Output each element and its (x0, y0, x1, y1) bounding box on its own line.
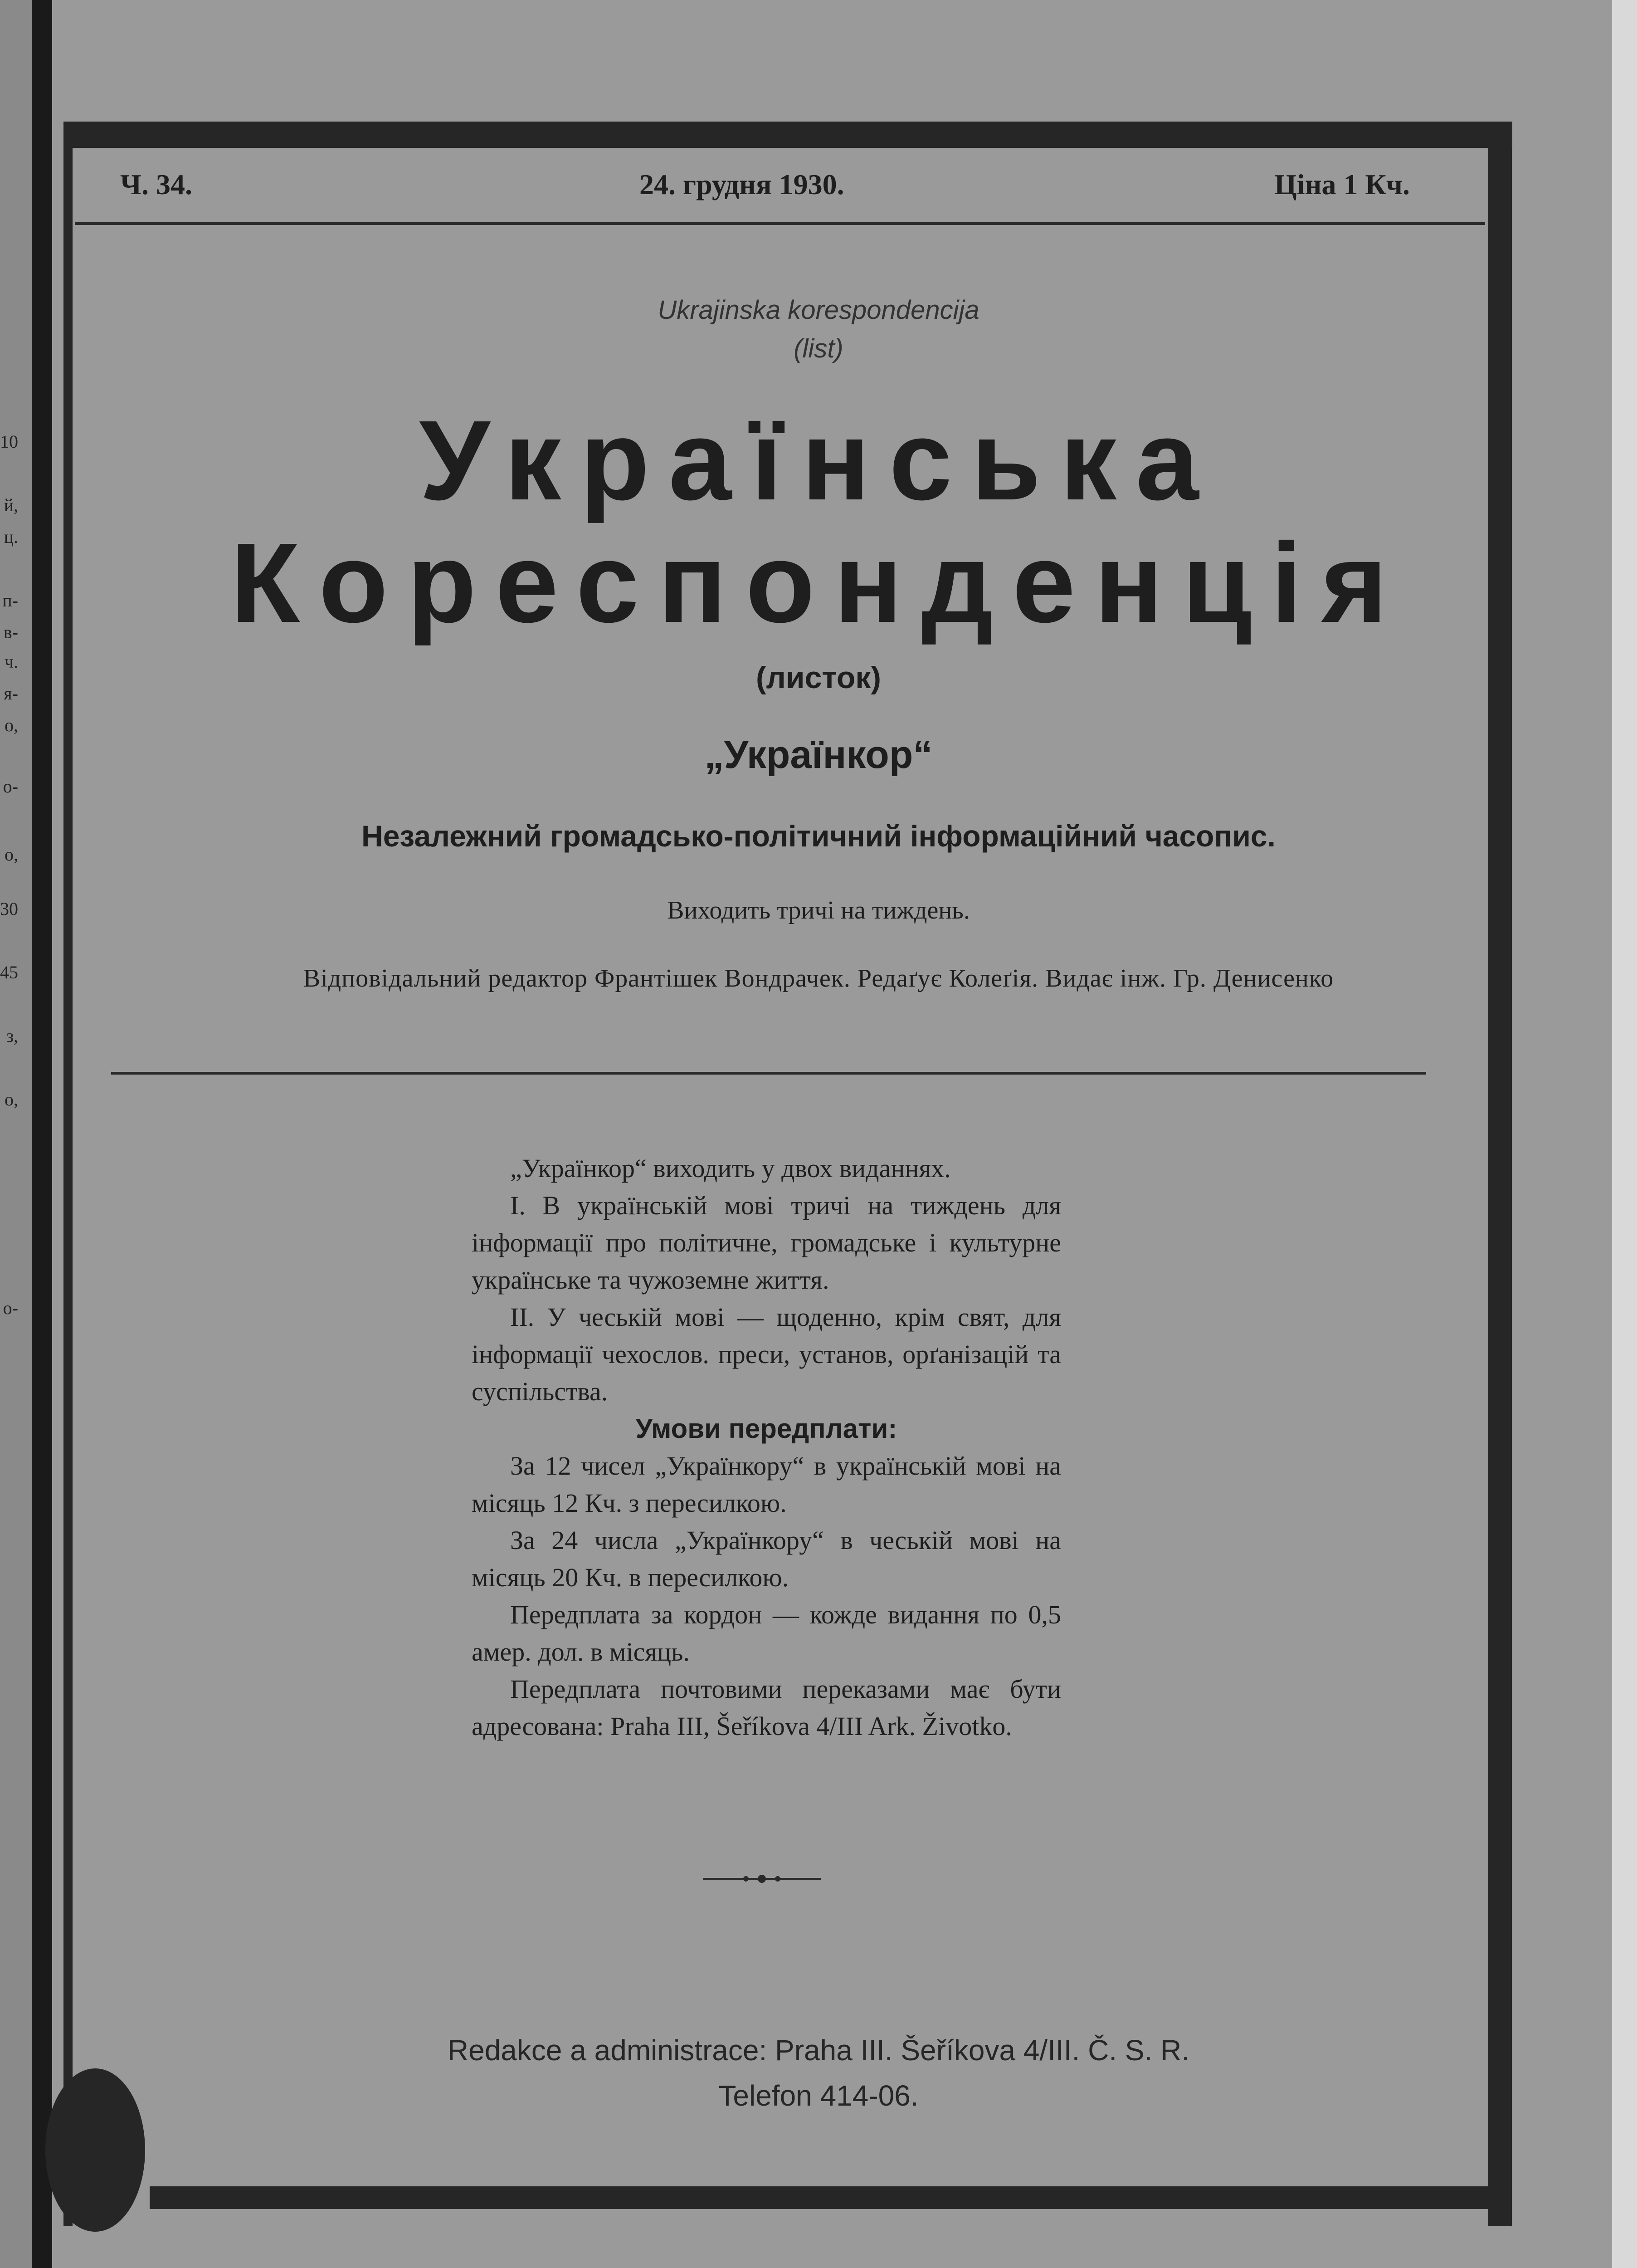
margin-fragment: 45 (0, 962, 18, 982)
margin-fragment: й, (4, 495, 18, 515)
margin-fragment: ц. (4, 527, 18, 547)
ornament-divider (703, 1873, 821, 1884)
margin-fragment: о- (3, 776, 18, 797)
latin-subtitle: (list) (794, 334, 843, 363)
margin-fragment: о- (3, 1298, 18, 1318)
notice-line: II. У чеській мові — щоденно, крім свят, для інформації чехослов. преси, установ, орґанізацій та суспільства. (472, 1302, 1061, 1406)
subscription-line: Передплата за кордон — кожде видання по 0,5 амер. дол. в місяць. (472, 1600, 1061, 1667)
subscription-line: Передплата почтовими переказами має бути адресована: Praha III, Šeříkova 4/III Ark. Životko. (472, 1674, 1061, 1741)
header-rule (75, 222, 1485, 225)
page-title-line2: Кореспонденція (230, 519, 1407, 646)
issue-price: Ціна 1 Кч. (1274, 168, 1410, 200)
short-name: „Українкор“ (704, 733, 933, 777)
latin-title: Ukrajinska korespondencija (658, 295, 979, 325)
subscription-line: За 12 чисел „Українкору“ в українській мові на місяць 12 Кч. з пересилкою. (472, 1451, 1061, 1518)
margin-fragment: о, (5, 715, 18, 735)
issue-number: Ч. 34. (120, 168, 192, 200)
margin-fragment: 10 (0, 431, 18, 452)
border-top (63, 122, 1512, 148)
notice-line: I. В українській мові тричі на тиждень для інформації про політичне, громадське і культурне українське та чужоземне життя. (472, 1191, 1061, 1295)
notice-block (472, 1150, 1061, 1745)
notice-line: „Українкор“ виходить у двох виданнях. (510, 1154, 951, 1183)
margin-fragment: в- (3, 622, 18, 642)
subscription-line: За 24 числа „Українкору“ в чеській мові на місяць 20 Кч. в пересилкою. (472, 1525, 1061, 1592)
border-bottom (150, 2186, 1512, 2209)
margin-fragment: о, (5, 1089, 18, 1110)
margin-fragment: о, (5, 844, 18, 865)
masthead-rule (111, 1072, 1426, 1075)
editors-line: Відповідальний редактор Франтішек Вондрачек. Редаґує Колеґія. Видає інж. Гр. Денисенко (303, 964, 1334, 992)
subscription-heading: Умови передплати: (635, 1413, 897, 1444)
footer-phone: Telefon 414-06. (718, 2079, 919, 2112)
margin-fragment: я- (4, 683, 18, 704)
margin-fragment: 30 (0, 899, 18, 919)
margin-fragment: п- (2, 590, 18, 611)
footer-address: Redakce a administrace: Praha III. Šeříkova 4/III. Č. S. R. (447, 2034, 1190, 2067)
issue-date: 24. грудня 1930. (639, 168, 844, 200)
frequency: Виходить тричі на тиждень. (667, 896, 970, 924)
page-title-line1: Українська (419, 397, 1218, 523)
margin-fragment: з, (6, 1026, 18, 1046)
title-sub: (листок) (755, 660, 882, 695)
description: Незалежний громадсько-політичний інформаційний часопис. (361, 819, 1276, 853)
margin-fragment: ч. (4, 651, 18, 672)
